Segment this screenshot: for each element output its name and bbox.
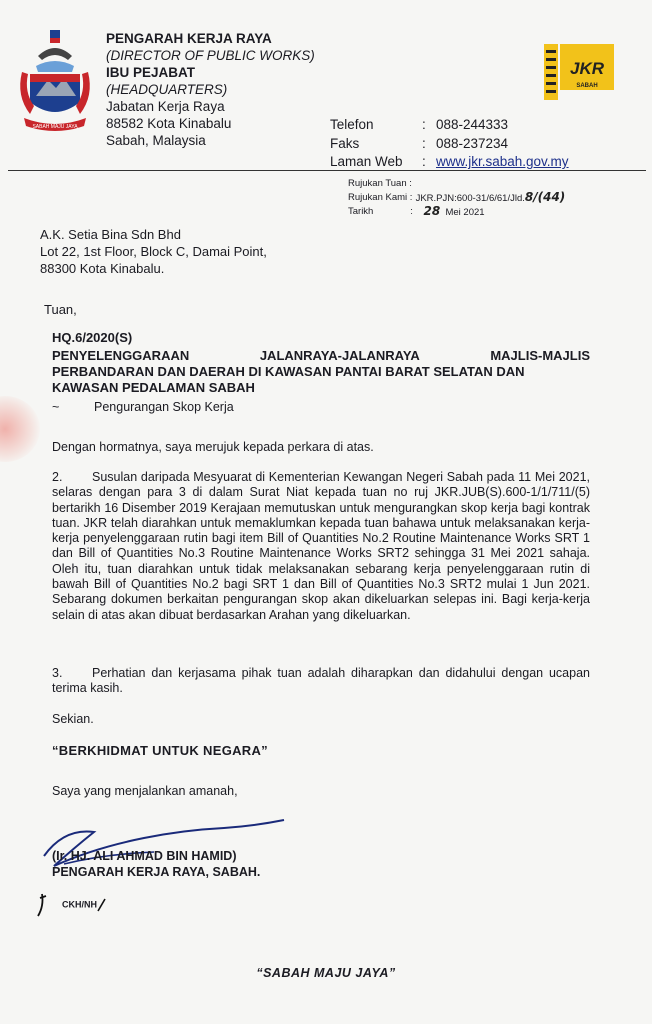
our-ref-label: Rujukan Kami : (348, 191, 413, 203)
reference-block (348, 178, 565, 220)
logo-sub: SABAH (576, 83, 598, 89)
paragraph-2 (52, 470, 590, 623)
subject-title-part3: MAJLIS-MAJLIS (490, 348, 590, 363)
crest-motto-text: SABAH MAJU JAYA (32, 124, 78, 130)
date-sep: : (410, 206, 413, 217)
recipient-line2: Lot 22, 1st Floor, Block C, Damai Point, (40, 244, 267, 259)
subject-dash: ~ (52, 400, 60, 414)
initials-line (32, 890, 107, 920)
letterhead-org (106, 30, 315, 149)
signatory-position: PENGARAH KERJA RAYA, SABAH. (52, 865, 261, 879)
subject-title-line3: KAWASAN PEDALAMAN SABAH (52, 380, 255, 395)
paper-stain (0, 396, 40, 462)
paragraph-3 (52, 666, 590, 697)
postcode-city: 88582 Kota Kinabalu (106, 116, 232, 131)
our-ref-handwritten: 8/(44) (524, 189, 566, 204)
paragraph-2-text: Susulan daripada Mesyuarat di Kementerian Kewangan Negeri Sabah pada 11 Mei 2021, selaras dengan para 3 di dalam Surat Niat kepada tuan no ruj JKR.JUB(S).600-1/1/711/(5) bertarikh 16 Disember 2019 Kerajaan memutuskan untuk mengurangkan skop kerja bagi kontrak tuan. JKR telah diarahkan untuk memaklumkan kepada tuan bahawa untuk melaksanakan kerja-kerja penyelenggaraan rutin bagi item Bill of Quantities No.2 Routine Maintenance Works SRT 1 dan Bill of Quantities No.3 Routine Maintenance Works SRT2 sehingga 31 Mei 2021 sahaja. Oleh itu, tuan diarahkan untuk tidak melaksanakan sebarang kerja penyelenggaraan rutin di bawah Bill of Quantities No.2 bagi SRT 1 dan Bill of Quantities No.3 SRT2 mulai 1 Jun 2021. Sebarang dokumen berkaitan pengurangan skop akan dikeluarkan selepas ini. Bagi kerja-kerja selain di atas akan dibuat berdasarkan Arahan yang dikeluarkan. (52, 470, 590, 622)
paragraph-3-text: Perhatian dan kerjasama pihak tuan adalah diharapkan dan didahului dengan ucapan terima kasih. (52, 666, 590, 696)
org-name-en: (DIRECTOR OF PUBLIC WORKS) (106, 48, 315, 63)
our-ref-value: JKR.PJN:600-31/6/61/Jld. (415, 192, 525, 204)
jkr-logo-icon (544, 44, 614, 100)
dept-name: Jabatan Kerja Raya (106, 99, 225, 114)
subject-title-part2: JALANRAYA-JALANRAYA (259, 348, 420, 363)
subject-title (52, 348, 590, 396)
sabah-crest-icon (14, 26, 96, 138)
your-ref-label: Rujukan Tuan : (348, 178, 412, 189)
paragraph-2-number: 2. (52, 470, 63, 484)
state-country: Sabah, Malaysia (106, 133, 206, 148)
office-name: IBU PEJABAT (106, 65, 196, 80)
web-label: Laman Web (330, 154, 403, 169)
footer-motto: “SABAH MAJU JAYA” (256, 966, 396, 980)
subject-ref: HQ.6/2020(S) (52, 330, 133, 345)
closing-amanah: Saya yang menjalankan amanah, (52, 784, 238, 798)
phone-label: Telefon (330, 117, 374, 132)
initial-tick-icon (97, 897, 107, 913)
recipient-address (40, 226, 267, 277)
web-sep: : (422, 154, 426, 169)
closing-motto: “BERKHIDMAT UNTUK NEGARA” (52, 743, 268, 758)
date-value: Mei 2021 (445, 207, 485, 218)
phone-value: 088-244333 (436, 117, 509, 132)
phone-sep: : (422, 117, 426, 132)
fax-value: 088-237234 (436, 135, 509, 151)
website-link[interactable]: www.jkr.sabah.gov.my (436, 154, 569, 169)
signatory-block (52, 848, 260, 880)
subject-sub-text: Pengurangan Skop Kerja (94, 400, 234, 414)
logo-text: JKR (569, 59, 605, 78)
org-name: PENGARAH KERJA RAYA (106, 31, 272, 46)
subject-sub (52, 400, 234, 414)
fax-sep: : (422, 135, 426, 151)
header-divider (8, 170, 646, 171)
closing-sekian: Sekian. (52, 712, 94, 726)
initial-mark-icon (32, 890, 62, 920)
initials-text: CKH/NH (62, 899, 97, 910)
recipient-line1: A.K. Setia Bina Sdn Bhd (40, 227, 181, 242)
subject-title-part1: PENYELENGGARAAN (52, 348, 190, 363)
paragraph-3-number: 3. (52, 666, 63, 680)
signatory-name: (Ir. HJ. ALI AHMAD BIN HAMID) (52, 849, 237, 863)
date-day-handwritten: 28 (423, 204, 441, 218)
subject-title-line2: PERBANDARAN DAN DAERAH DI KAWASAN PANTAI BARAT SELATAN DAN (52, 364, 525, 379)
office-name-en: (HEADQUARTERS) (106, 82, 228, 97)
paragraph-1: Dengan hormatnya, saya merujuk kepada perkara di atas. (52, 440, 374, 454)
fax-label: Faks (330, 135, 360, 151)
salutation: Tuan, (44, 302, 77, 317)
recipient-line3: 88300 Kota Kinabalu. (40, 261, 165, 276)
date-label: Tarikh (348, 206, 374, 217)
contact-block (330, 116, 569, 172)
